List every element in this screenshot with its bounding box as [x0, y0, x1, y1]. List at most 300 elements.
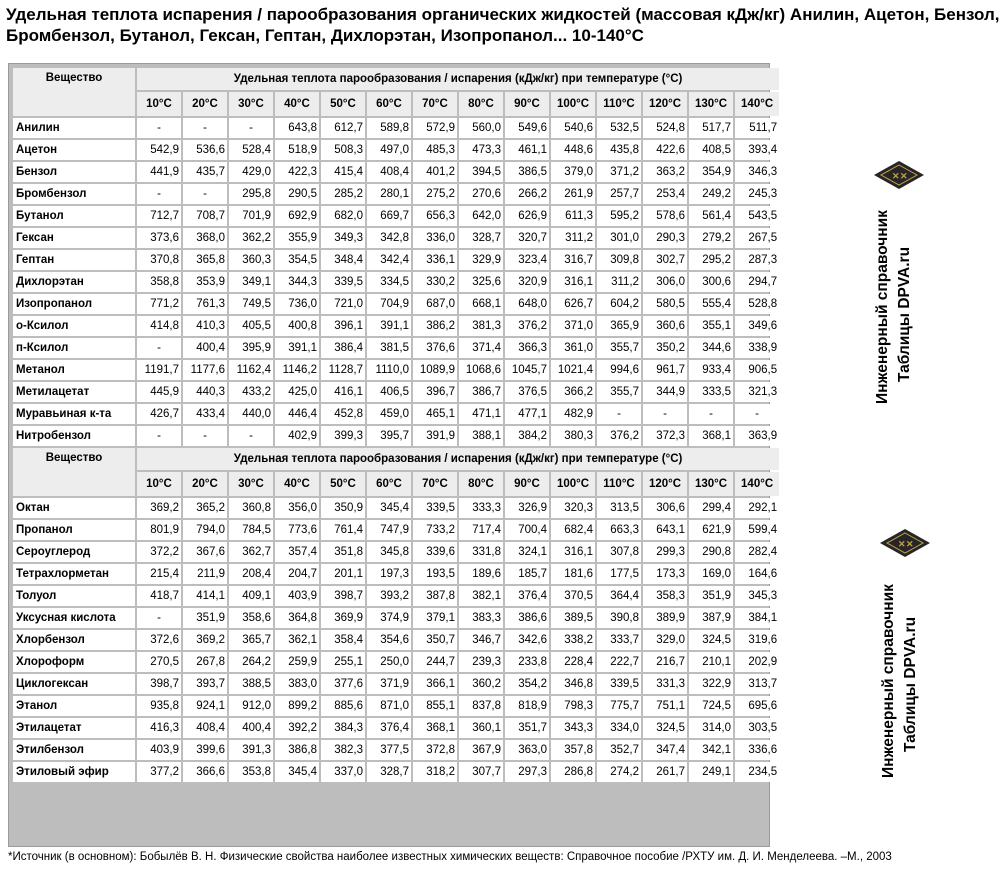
value-cell: 771,2: [137, 294, 181, 314]
value-cell: 245,3: [735, 184, 779, 204]
table-row: [13, 250, 779, 270]
value-cell: 270,5: [137, 652, 181, 672]
value-cell: 210,1: [689, 652, 733, 672]
temperature-header: 60°C: [367, 472, 411, 496]
watermark-bottom: [870, 528, 940, 788]
temperature-header: 30°C: [229, 92, 273, 116]
value-cell: 250,0: [367, 652, 411, 672]
table-row: [13, 316, 779, 336]
value-cell: 202,9: [735, 652, 779, 672]
value-cell: 362,2: [229, 228, 273, 248]
temperature-header: 80°C: [459, 472, 503, 496]
value-cell: 392,2: [275, 718, 319, 738]
value-cell: 393,7: [183, 674, 227, 694]
value-cell: 561,4: [689, 206, 733, 226]
value-cell: 380,3: [551, 426, 595, 446]
value-cell: 295,8: [229, 184, 273, 204]
header-row: [13, 68, 779, 90]
value-cell: 794,0: [183, 520, 227, 540]
value-cell: 379,0: [551, 162, 595, 182]
table-row: [13, 498, 779, 518]
value-cell: 349,6: [735, 316, 779, 336]
value-cell: 433,4: [183, 404, 227, 424]
value-cell: 339,5: [321, 272, 365, 292]
substance-name: Анилин: [13, 118, 135, 138]
value-cell: 387,9: [689, 608, 733, 628]
value-cell: 416,3: [137, 718, 181, 738]
value-cell: 994,6: [597, 360, 641, 380]
value-cell: 299,3: [643, 542, 687, 562]
value-cell: 933,4: [689, 360, 733, 380]
value-cell: 383,0: [275, 674, 319, 694]
value-cell: 215,4: [137, 564, 181, 584]
svg-text:✕: ✕: [898, 539, 906, 549]
value-cell: 261,7: [643, 762, 687, 782]
value-cell: 329,0: [643, 630, 687, 650]
value-cell: 353,8: [229, 762, 273, 782]
value-cell: 382,1: [459, 586, 503, 606]
value-cell: 303,5: [735, 718, 779, 738]
value-cell: 193,5: [413, 564, 457, 584]
value-cell: 416,1: [321, 382, 365, 402]
value-cell: 517,7: [689, 118, 733, 138]
value-cell: -: [137, 608, 181, 628]
value-cell: 532,5: [597, 118, 641, 138]
value-cell: 372,8: [413, 740, 457, 760]
value-cell: 855,1: [413, 696, 457, 716]
temperature-header: 110°C: [597, 92, 641, 116]
value-cell: 391,3: [229, 740, 273, 760]
value-cell: 294,7: [735, 272, 779, 292]
value-cell: 399,3: [321, 426, 365, 446]
substance-name: Этилацетат: [13, 718, 135, 738]
value-cell: 441,9: [137, 162, 181, 182]
value-cell: 379,1: [413, 608, 457, 628]
value-cell: 274,2: [597, 762, 641, 782]
value-cell: 701,9: [229, 206, 273, 226]
temperature-header: 40°C: [275, 472, 319, 496]
svg-text:✕: ✕: [892, 171, 900, 181]
value-cell: 370,5: [551, 586, 595, 606]
table-row: [13, 294, 779, 314]
value-cell: 395,9: [229, 338, 273, 358]
substance-name: Метилацетат: [13, 382, 135, 402]
value-cell: 393,2: [367, 586, 411, 606]
value-cell: 643,1: [643, 520, 687, 540]
value-cell: 440,0: [229, 404, 273, 424]
value-cell: 387,8: [413, 586, 457, 606]
value-cell: 511,7: [735, 118, 779, 138]
value-cell: 320,3: [551, 498, 595, 518]
value-cell: 357,8: [551, 740, 595, 760]
value-cell: 354,6: [367, 630, 411, 650]
value-cell: 386,7: [459, 382, 503, 402]
value-cell: 372,2: [137, 542, 181, 562]
value-cell: 306,0: [643, 272, 687, 292]
value-cell: 368,1: [413, 718, 457, 738]
value-cell: 355,7: [597, 382, 641, 402]
temperature-header: 90°C: [505, 472, 549, 496]
value-cell: 351,9: [689, 586, 733, 606]
value-cell: 405,5: [229, 316, 273, 336]
substance-name: Дихлорэтан: [13, 272, 135, 292]
value-cell: 362,7: [229, 542, 273, 562]
substance-name: Толуол: [13, 586, 135, 606]
value-cell: -: [137, 118, 181, 138]
value-cell: 578,6: [643, 206, 687, 226]
value-cell: 350,7: [413, 630, 457, 650]
value-cell: 704,9: [367, 294, 411, 314]
value-cell: 322,9: [689, 674, 733, 694]
value-cell: 733,2: [413, 520, 457, 540]
value-cell: 365,2: [183, 498, 227, 518]
substance-name: Гексан: [13, 228, 135, 248]
watermark-top: [864, 160, 934, 420]
value-cell: 384,3: [321, 718, 365, 738]
value-cell: 275,2: [413, 184, 457, 204]
value-cell: 390,8: [597, 608, 641, 628]
value-cell: 410,3: [183, 316, 227, 336]
value-cell: 682,0: [321, 206, 365, 226]
value-cell: 386,8: [275, 740, 319, 760]
value-cell: 784,5: [229, 520, 273, 540]
value-cell: 297,3: [505, 762, 549, 782]
value-cell: 700,4: [505, 520, 549, 540]
value-cell: 233,8: [505, 652, 549, 672]
value-cell: 204,7: [275, 564, 319, 584]
value-cell: 747,9: [367, 520, 411, 540]
value-cell: 330,2: [413, 272, 457, 292]
value-cell: 425,0: [275, 382, 319, 402]
value-cell: 169,0: [689, 564, 733, 584]
value-cell: 382,3: [321, 740, 365, 760]
value-cell: 292,1: [735, 498, 779, 518]
temperature-header: 20°C: [183, 472, 227, 496]
value-cell: 409,1: [229, 586, 273, 606]
value-cell: 181,6: [551, 564, 595, 584]
value-cell: 361,0: [551, 338, 595, 358]
value-cell: 648,0: [505, 294, 549, 314]
table-row: [13, 520, 779, 540]
temperature-header: 100°C: [551, 472, 595, 496]
value-cell: 497,0: [367, 140, 411, 160]
temperature-header: 140°C: [735, 92, 779, 116]
value-cell: 604,2: [597, 294, 641, 314]
value-cell: 518,9: [275, 140, 319, 160]
value-cell: 1162,4: [229, 360, 273, 380]
substance-name: Бутанол: [13, 206, 135, 226]
temperature-header: 50°C: [321, 92, 365, 116]
value-cell: 415,4: [321, 162, 365, 182]
value-cell: -: [229, 426, 273, 446]
value-cell: 386,6: [505, 608, 549, 628]
value-cell: 239,3: [459, 652, 503, 672]
value-cell: -: [689, 404, 733, 424]
value-cell: 349,3: [321, 228, 365, 248]
value-cell: 365,7: [229, 630, 273, 650]
value-cell: 394,5: [459, 162, 503, 182]
value-cell: 924,1: [183, 696, 227, 716]
value-cell: 290,8: [689, 542, 733, 562]
value-cell: 485,3: [413, 140, 457, 160]
value-cell: 386,4: [321, 338, 365, 358]
value-cell: 344,6: [689, 338, 733, 358]
value-cell: 358,8: [137, 272, 181, 292]
value-cell: 324,5: [689, 630, 733, 650]
table-row: [13, 586, 779, 606]
value-cell: 433,2: [229, 382, 273, 402]
substance-name: Пропанол: [13, 520, 135, 540]
temperature-header: 10°C: [137, 92, 181, 116]
value-cell: 401,2: [413, 162, 457, 182]
table-row: [13, 206, 779, 226]
value-cell: 435,8: [597, 140, 641, 160]
temperature-header: 10°C: [137, 472, 181, 496]
value-cell: 349,1: [229, 272, 273, 292]
value-cell: 448,6: [551, 140, 595, 160]
value-cell: 311,2: [597, 272, 641, 292]
value-cell: 528,4: [229, 140, 273, 160]
value-cell: 396,7: [413, 382, 457, 402]
value-cell: 589,8: [367, 118, 411, 138]
value-cell: 798,3: [551, 696, 595, 716]
value-cell: 459,0: [367, 404, 411, 424]
value-cell: 368,0: [183, 228, 227, 248]
watermark-line1: Инженерный справочник: [880, 584, 897, 778]
value-cell: 344,3: [275, 272, 319, 292]
value-cell: 899,2: [275, 696, 319, 716]
substance-name: Муравьиная к-та: [13, 404, 135, 424]
value-cell: 668,1: [459, 294, 503, 314]
table-row: [13, 718, 779, 738]
value-cell: 372,6: [137, 630, 181, 650]
value-cell: 761,4: [321, 520, 365, 540]
value-cell: 339,5: [597, 674, 641, 694]
temperature-header: 90°C: [505, 92, 549, 116]
value-cell: -: [643, 404, 687, 424]
value-cell: 363,0: [505, 740, 549, 760]
value-cell: 348,4: [321, 250, 365, 270]
value-cell: 642,0: [459, 206, 503, 226]
table-row: [13, 426, 779, 446]
value-cell: 333,3: [459, 498, 503, 518]
substance-name: о-Ксилол: [13, 316, 135, 336]
value-cell: 961,7: [643, 360, 687, 380]
value-cell: 367,9: [459, 740, 503, 760]
value-cell: 216,7: [643, 652, 687, 672]
value-cell: 1191,7: [137, 360, 181, 380]
value-cell: 549,6: [505, 118, 549, 138]
value-cell: 320,7: [505, 228, 549, 248]
table-row: [13, 338, 779, 358]
value-cell: 363,2: [643, 162, 687, 182]
value-cell: 234,5: [735, 762, 779, 782]
value-cell: 249,1: [689, 762, 733, 782]
substance-name: Метанол: [13, 360, 135, 380]
value-cell: 324,1: [505, 542, 549, 562]
value-cell: 338,9: [735, 338, 779, 358]
value-cell: 351,7: [505, 718, 549, 738]
value-cell: 249,2: [689, 184, 733, 204]
value-cell: 446,4: [275, 404, 319, 424]
value-cell: 384,1: [735, 608, 779, 628]
value-cell: 346,8: [551, 674, 595, 694]
value-cell: 334,5: [367, 272, 411, 292]
value-cell: 801,9: [137, 520, 181, 540]
value-cell: 473,3: [459, 140, 503, 160]
temperature-header: 20°C: [183, 92, 227, 116]
substance-name: Изопропанол: [13, 294, 135, 314]
value-cell: 369,2: [137, 498, 181, 518]
value-cell: 393,4: [735, 140, 779, 160]
substance-name: п-Ксилол: [13, 338, 135, 358]
value-cell: 364,8: [275, 608, 319, 628]
value-cell: 363,9: [735, 426, 779, 446]
substance-name: Бромбензол: [13, 184, 135, 204]
value-cell: 429,0: [229, 162, 273, 182]
value-cell: 306,6: [643, 498, 687, 518]
value-cell: 435,7: [183, 162, 227, 182]
table-row: [13, 404, 779, 424]
value-cell: 540,6: [551, 118, 595, 138]
value-cell: 285,2: [321, 184, 365, 204]
value-cell: 422,3: [275, 162, 319, 182]
value-cell: 342,4: [367, 250, 411, 270]
value-cell: 695,6: [735, 696, 779, 716]
value-cell: 354,9: [689, 162, 733, 182]
value-cell: 316,1: [551, 542, 595, 562]
value-cell: 400,8: [275, 316, 319, 336]
value-cell: 355,1: [689, 316, 733, 336]
table-row: [13, 630, 779, 650]
value-cell: 295,2: [689, 250, 733, 270]
value-cell: 749,5: [229, 294, 273, 314]
value-cell: 329,9: [459, 250, 503, 270]
value-cell: 452,8: [321, 404, 365, 424]
value-cell: 208,4: [229, 564, 273, 584]
value-cell: -: [597, 404, 641, 424]
value-cell: 482,9: [551, 404, 595, 424]
value-cell: 302,7: [643, 250, 687, 270]
value-cell: 342,8: [367, 228, 411, 248]
value-cell: 257,7: [597, 184, 641, 204]
value-cell: 316,7: [551, 250, 595, 270]
value-cell: 323,4: [505, 250, 549, 270]
value-cell: 626,7: [551, 294, 595, 314]
value-cell: 345,4: [275, 762, 319, 782]
value-cell: 376,2: [597, 426, 641, 446]
temperature-header: 110°C: [597, 472, 641, 496]
value-cell: 336,1: [413, 250, 457, 270]
value-cell: 313,5: [597, 498, 641, 518]
value-cell: 395,7: [367, 426, 411, 446]
value-cell: 400,4: [183, 338, 227, 358]
value-cell: 267,5: [735, 228, 779, 248]
value-cell: 290,5: [275, 184, 319, 204]
value-cell: 279,2: [689, 228, 733, 248]
page-title: Удельная теплота испарения / парообразования органических жидкостей (массовая кДж/кг) Анилин, Ацетон, Бензол, Бромбензол, Бутанол, Гексан, Гептан, Дихлорэтан, Изопропанол... 10-140°C: [6, 5, 1000, 45]
temperature-header: 140°C: [735, 472, 779, 496]
value-cell: 426,7: [137, 404, 181, 424]
value-cell: 687,0: [413, 294, 457, 314]
value-cell: 360,6: [643, 316, 687, 336]
value-cell: 336,6: [735, 740, 779, 760]
value-cell: 351,9: [183, 608, 227, 628]
substance-name: Октан: [13, 498, 135, 518]
svg-text:✕: ✕: [906, 539, 914, 549]
value-cell: 717,4: [459, 520, 503, 540]
value-cell: 372,3: [643, 426, 687, 446]
substance-name: Гептан: [13, 250, 135, 270]
value-cell: 318,2: [413, 762, 457, 782]
value-cell: 837,8: [459, 696, 503, 716]
substance-name: Этиловый эфир: [13, 762, 135, 782]
value-cell: 384,2: [505, 426, 549, 446]
value-cell: 935,8: [137, 696, 181, 716]
value-cell: 377,5: [367, 740, 411, 760]
value-cell: 314,0: [689, 718, 733, 738]
value-cell: 360,3: [229, 250, 273, 270]
value-cell: 391,9: [413, 426, 457, 446]
value-cell: 333,7: [597, 630, 641, 650]
value-cell: 345,3: [735, 586, 779, 606]
value-span-header: Удельная теплота парообразования / испарения (кДж/кг) при температуре (°C): [137, 448, 779, 470]
value-cell: 358,3: [643, 586, 687, 606]
value-cell: 408,4: [183, 718, 227, 738]
value-cell: 406,5: [367, 382, 411, 402]
value-cell: 403,9: [275, 586, 319, 606]
value-cell: 408,5: [689, 140, 733, 160]
value-cell: 342,6: [505, 630, 549, 650]
value-cell: 418,7: [137, 586, 181, 606]
value-cell: 389,9: [643, 608, 687, 628]
value-cell: 352,7: [597, 740, 641, 760]
value-cell: 422,6: [643, 140, 687, 160]
value-cell: 300,6: [689, 272, 733, 292]
value-cell: 177,5: [597, 564, 641, 584]
value-cell: 313,7: [735, 674, 779, 694]
table-row: [13, 382, 779, 402]
value-cell: 724,5: [689, 696, 733, 716]
value-cell: 321,3: [735, 382, 779, 402]
table-row: [13, 542, 779, 562]
value-cell: -: [183, 184, 227, 204]
value-cell: 621,9: [689, 520, 733, 540]
value-cell: 465,1: [413, 404, 457, 424]
value-cell: 398,7: [137, 674, 181, 694]
value-cell: 299,4: [689, 498, 733, 518]
value-cell: 402,9: [275, 426, 319, 446]
value-cell: 201,1: [321, 564, 365, 584]
value-cell: 351,8: [321, 542, 365, 562]
value-cell: 399,6: [183, 740, 227, 760]
value-cell: 386,2: [413, 316, 457, 336]
value-cell: 721,0: [321, 294, 365, 314]
value-cell: 264,2: [229, 652, 273, 672]
value-cell: 371,4: [459, 338, 503, 358]
watermark-line2: Таблицы DPVA.ru: [896, 246, 913, 382]
value-cell: 347,4: [643, 740, 687, 760]
value-cell: -: [183, 426, 227, 446]
value-cell: 357,4: [275, 542, 319, 562]
value-cell: 376,2: [505, 316, 549, 336]
value-cell: 1089,9: [413, 360, 457, 380]
value-cell: 334,0: [597, 718, 641, 738]
temperature-header: 70°C: [413, 92, 457, 116]
value-cell: 612,7: [321, 118, 365, 138]
value-cell: 362,1: [275, 630, 319, 650]
value-cell: 353,9: [183, 272, 227, 292]
